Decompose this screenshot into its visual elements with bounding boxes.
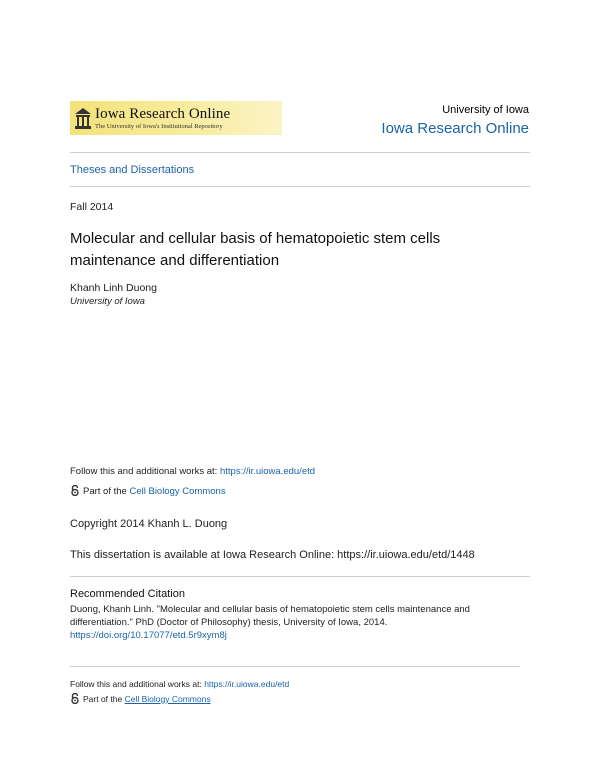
part-of-prefix: Part of the [83, 486, 130, 497]
open-access-icon [70, 693, 80, 704]
open-access-icon [70, 485, 80, 496]
follow-prefix: Follow this and additional works at: [70, 466, 220, 477]
university-name: University of Iowa [442, 104, 529, 116]
publication-date: Fall 2014 [70, 201, 114, 213]
logo-title: Iowa Research Online [95, 106, 231, 122]
citation-heading: Recommended Citation [70, 588, 185, 600]
author-name: Khanh Linh Duong [70, 282, 157, 294]
building-icon [74, 106, 92, 130]
logo-subtitle: The University of Iowa's Institutional Repository [95, 123, 223, 130]
divider [70, 666, 520, 667]
footer-part-of-line [70, 693, 211, 704]
document-title: Molecular and cellular basis of hematopoietic stem cells maintenance and differentiation [70, 230, 441, 269]
divider [70, 152, 530, 153]
author-affiliation: University of Iowa [70, 296, 145, 307]
iro-logo [70, 101, 282, 135]
divider [70, 186, 530, 187]
footer-part-prefix: Part of the [83, 694, 125, 704]
part-of-line [70, 485, 226, 497]
follow-line [70, 466, 315, 477]
footer-follow-link[interactable]: https://ir.uiowa.edu/etd [204, 679, 290, 689]
doi-link[interactable]: https://doi.org/10.17077/etd.5r9xym8j [70, 630, 227, 641]
footer-follow-line [70, 679, 289, 689]
follow-link[interactable]: https://ir.uiowa.edu/etd [219, 466, 316, 477]
series-link[interactable]: Theses and Dissertations [70, 164, 195, 176]
citation-text: Duong, Khanh Linh. "Molecular and cellular basis of hematopoietic stem cells maintenance and differentiation." PhD (Doctor of Philosophy) thesis, University of Iowa, 2014. [70, 604, 470, 628]
citation-block [70, 603, 510, 642]
availability: This dissertation is available at Iowa Research Online: https://ir.uiowa.edu/etd/1448 [70, 549, 475, 561]
cell-biology-commons-link[interactable]: Cell Biology Commons [129, 486, 226, 497]
footer-follow-prefix: Follow this and additional works at: [70, 679, 205, 689]
copyright: Copyright 2014 Khanh L. Duong [70, 518, 228, 530]
divider [70, 576, 530, 577]
footer-cell-biology-commons-link[interactable]: Cell Biology Commons [124, 694, 211, 704]
repository-name[interactable]: Iowa Research Online [381, 120, 529, 137]
